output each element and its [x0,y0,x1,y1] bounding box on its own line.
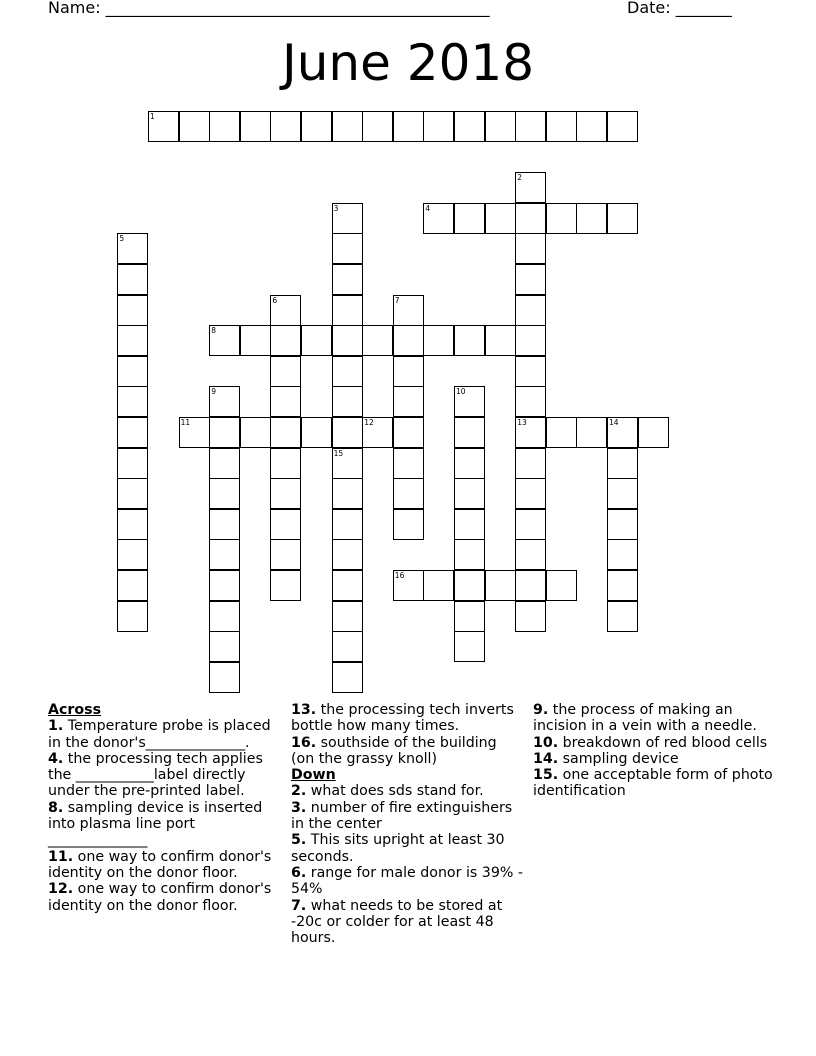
grid-cell[interactable] [515,448,546,479]
grid-cell[interactable] [117,417,148,448]
grid-cell[interactable] [393,478,424,509]
grid-cell[interactable] [209,631,240,662]
clue-number: 13 [517,418,527,427]
grid-cell[interactable] [454,203,485,234]
grid-cell[interactable] [240,111,271,142]
down-clue-10: 10. breakdown of red blood cells [533,734,768,751]
grid-cell[interactable] [332,203,363,234]
grid-cell[interactable] [485,325,516,356]
clue-number: 14 [609,418,619,427]
grid-cell[interactable] [270,111,301,142]
grid-cell[interactable] [301,111,332,142]
page-title: June 2018 [281,34,535,92]
grid-cell[interactable] [454,417,485,448]
clue-number: 15 [333,448,344,458]
clue-number: 9 [211,387,216,397]
grid-cell[interactable] [209,570,240,601]
grid-cell[interactable] [362,325,393,356]
grid-cell[interactable] [362,417,393,448]
grid-cell[interactable] [209,386,240,417]
grid-cell[interactable] [270,417,301,448]
grid-cell[interactable] [179,417,210,448]
grid-cell[interactable] [454,509,485,540]
clue-number: 2 [517,173,522,183]
grid-cell[interactable] [209,601,240,632]
grid-cell[interactable] [332,417,363,448]
grid-cell[interactable] [209,539,240,570]
clue-number: 11 [180,418,191,427]
grid-cell[interactable] [576,111,607,142]
grid-cell[interactable] [423,570,454,601]
grid-cell[interactable] [423,111,454,142]
date-field-line: Date: _______ [627,0,732,17]
grid-cell[interactable] [332,631,363,662]
grid-cell[interactable] [638,417,669,448]
grid-cell[interactable] [454,539,485,570]
grid-cell[interactable] [393,386,424,417]
grid-cell[interactable] [454,325,485,356]
grid-cell[interactable] [515,478,546,509]
grid-cell[interactable] [576,417,607,448]
clue-column-1 [48,702,280,914]
name-field-line: Name: ________________________________________________ [48,0,490,17]
grid-cell[interactable] [515,356,546,387]
grid-cell[interactable] [332,386,363,417]
grid-cell[interactable] [117,295,148,326]
across-clue-8: 8. sampling device is inserted into plasma line port ______________ [48,799,263,849]
grid-cell[interactable] [454,631,485,662]
grid-cell[interactable] [179,111,210,142]
grid-cell[interactable] [209,509,240,540]
clue-number: 5 [119,234,125,244]
grid-cell[interactable] [117,264,148,295]
grid-cell[interactable] [607,203,638,234]
grid-cell[interactable] [515,295,546,326]
clue-column-2 [291,702,523,946]
grid-cell[interactable] [362,111,393,142]
grid-cell[interactable] [515,570,546,601]
grid-cell[interactable] [607,111,638,142]
grid-cell[interactable] [332,509,363,540]
grid-cell[interactable] [301,325,332,356]
grid-cell[interactable] [332,264,363,295]
grid-cell[interactable] [515,386,546,417]
down-clue-2: 2. what does sds stand for. [291,783,484,800]
grid-cell[interactable] [332,478,363,509]
grid-cell[interactable] [515,417,546,448]
grid-cell[interactable] [454,111,485,142]
grid-cell[interactable] [270,356,301,387]
clue-number: 4 [425,203,431,213]
grid-cell[interactable] [454,570,485,601]
grid-cell[interactable] [515,203,546,234]
across-clue-12: 12. one way to confirm donor's identity on the donor floor. [48,881,272,914]
clue-number: 16 [394,571,405,580]
clue-number: 7 [394,295,400,305]
grid-cell[interactable] [270,295,301,326]
grid-cell[interactable] [423,203,454,234]
down-clue-5: 5. This sits upright at least 30 seconds. [291,832,505,865]
grid-cell[interactable] [393,509,424,540]
grid-cell[interactable] [485,570,516,601]
grid-cell[interactable] [454,386,485,417]
grid-cell[interactable] [117,448,148,479]
grid-cell[interactable] [607,570,638,601]
clue-number: 10 [456,387,466,397]
grid-cell[interactable] [332,570,363,601]
down-clue-6: 6. range for male donor is 39% - 54% [291,864,523,898]
grid-cell[interactable] [117,478,148,509]
down-clue-15: 15. one acceptable form of photo identification [533,767,773,800]
grid-cell[interactable] [332,356,363,387]
grid-cell[interactable] [270,325,301,356]
across-clue-1: 1. Temperature probe is placed in the donor's______________. [48,718,271,751]
grid-cell[interactable] [301,417,332,448]
down-clue-7: 7. what needs to be stored at -20c or colder for at least 48 hours. [291,897,503,947]
grid-cell[interactable] [546,203,577,234]
across-clue-4: 4. the processing tech applies the ___________label directly under the pre-printed label. [48,750,263,800]
grid-cell[interactable] [454,601,485,632]
grid-cell[interactable] [393,356,424,387]
grid-cell[interactable] [515,233,546,264]
grid-cell[interactable] [423,325,454,356]
grid-cell[interactable] [332,233,363,264]
grid-cell[interactable] [515,264,546,295]
clue-number: 3 [333,203,339,213]
grid-cell[interactable] [117,356,148,387]
grid-cell[interactable] [117,601,148,632]
grid-cell[interactable] [209,662,240,693]
grid-cell[interactable] [546,417,577,448]
across-heading: Across [48,702,102,718]
grid-cell[interactable] [209,448,240,479]
clue-number: 6 [272,295,278,305]
grid-cell[interactable] [270,539,301,570]
across-clue-11: 11. one way to confirm donor's identity on the donor floor. [48,848,272,881]
grid-cell[interactable] [576,203,607,234]
grid-cell[interactable] [454,448,485,479]
grid-cell[interactable] [332,662,363,693]
grid-cell[interactable] [607,478,638,509]
grid-cell[interactable] [546,111,577,142]
grid-cell[interactable] [270,448,301,479]
grid-cell[interactable] [117,539,148,570]
clue-number: 1 [150,112,155,121]
grid-cell[interactable] [393,111,424,142]
grid-cell[interactable] [332,295,363,326]
grid-cell[interactable] [607,417,638,448]
grid-cell[interactable] [332,539,363,570]
grid-cell[interactable] [240,325,271,356]
grid-cell[interactable] [607,601,638,632]
clue-number: 12 [364,418,374,427]
grid-cell[interactable] [209,111,240,142]
grid-cell[interactable] [332,111,363,142]
grid-cell[interactable] [546,570,577,601]
down-clue-14: 14. sampling device [533,750,679,767]
grid-cell[interactable] [209,478,240,509]
grid-cell[interactable] [515,111,546,142]
grid-cell[interactable] [209,325,240,356]
grid-cell[interactable] [485,111,516,142]
grid-cell[interactable] [607,539,638,570]
grid-cell[interactable] [515,539,546,570]
grid-cell[interactable] [515,325,546,356]
grid-cell[interactable] [117,509,148,540]
grid-cell[interactable] [607,509,638,540]
grid-cell[interactable] [148,111,179,142]
grid-cell[interactable] [515,172,546,203]
grid-cell[interactable] [117,386,148,417]
grid-cell[interactable] [454,478,485,509]
grid-cell[interactable] [332,325,363,356]
clue-column-3 [533,702,773,800]
clue-number: 8 [211,326,216,336]
across-clue-16: 16. southside of the building (on the grassy knoll) [291,734,497,767]
down-clue-9: 9. the process of making an incision in a vein with a needle. [533,702,757,735]
grid-cell[interactable] [332,601,363,632]
grid-cell[interactable] [515,509,546,540]
grid-cell[interactable] [240,417,271,448]
grid-cell[interactable] [393,448,424,479]
grid-cell[interactable] [485,203,516,234]
grid-cell[interactable] [117,570,148,601]
grid-cell[interactable] [270,386,301,417]
grid-cell[interactable] [209,417,240,448]
down-clue-3: 3. number of fire extinguishers in the center [291,799,513,833]
across-clue-13: 13. the processing tech inverts bottle how many times. [291,702,514,735]
grid-cell[interactable] [515,601,546,632]
grid-cell[interactable] [270,509,301,540]
down-heading: Down [291,767,336,784]
grid-cell[interactable] [270,478,301,509]
grid-cell[interactable] [393,295,424,326]
grid-cell[interactable] [117,233,148,264]
grid-cell[interactable] [393,325,424,356]
grid-cell[interactable] [393,570,424,601]
grid-cell[interactable] [117,325,148,356]
grid-cell[interactable] [270,570,301,601]
grid-cell[interactable] [607,448,638,479]
grid-cell[interactable] [393,417,424,448]
grid-cell[interactable] [332,448,363,479]
